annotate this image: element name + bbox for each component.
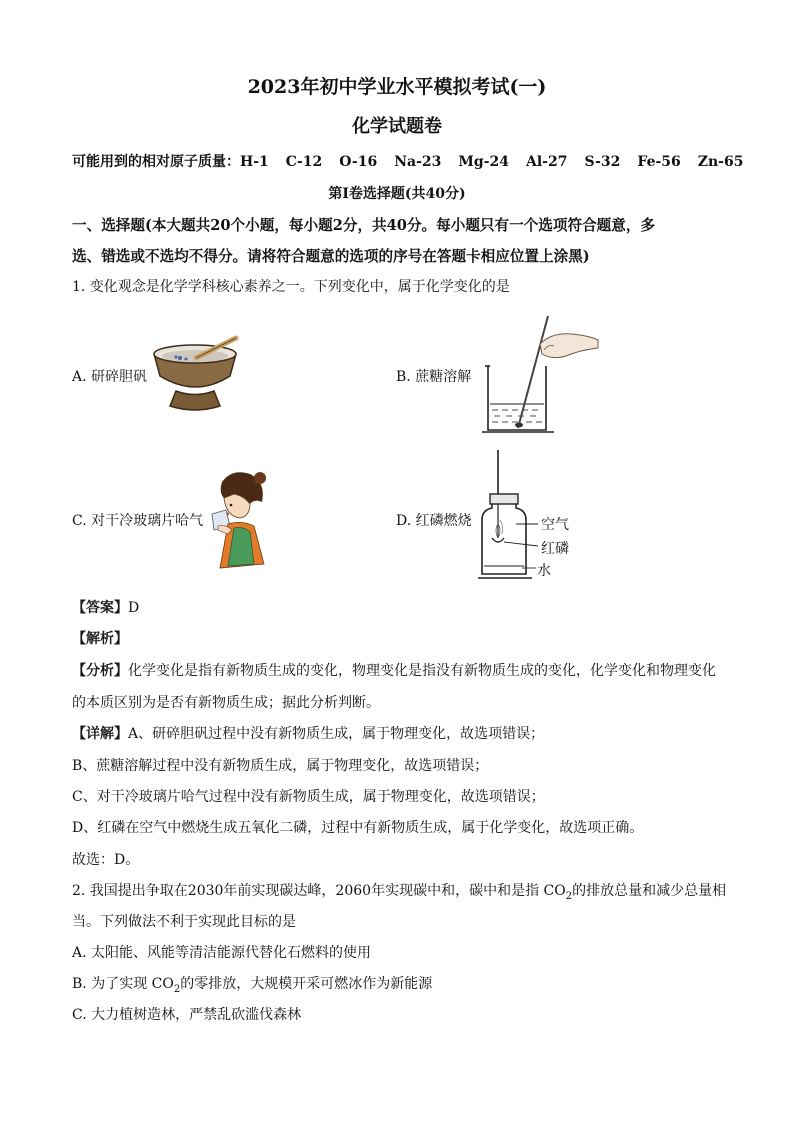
q1-conclusion: 故选：D。 [72, 852, 140, 868]
atomic-mass-item: Na-23 [394, 154, 442, 170]
beaker-stirring-illustration [482, 314, 602, 436]
q1-fenxi-line1 [72, 660, 716, 680]
label-red-phosphorus: 红磷 [541, 541, 569, 557]
atomic-mass-item: C-12 [285, 154, 323, 170]
section-instruction-line2: 选、错选或不选均不得分。请将符合题意的选项的序号在答题卡相应位置上涂黑) [72, 248, 590, 265]
exam-title: 2023年初中学业水平模拟考试(一) [247, 76, 547, 98]
section-instruction-line1: 一、选择题(本大题共20个小题，每小题2分，共40分。每小题只有一个选项符合题意，多 [72, 217, 656, 234]
q1-option-a: A. 研碎胆矾 [72, 369, 148, 385]
q2-option-b [72, 973, 432, 995]
atomic-masses-line [72, 151, 743, 171]
q1-option-d: D. 红磷燃烧 [396, 513, 472, 529]
paper-subtitle: 化学试题卷 [352, 116, 442, 137]
fenxi-tag: 【分析】 [72, 663, 128, 679]
atomic-mass-item: Mg-24 [458, 154, 509, 170]
atomic-mass-item: S-32 [584, 154, 621, 170]
label-air: 空气 [541, 517, 569, 533]
atomic-masses-label: 可能用到的相对原子质量： [72, 154, 240, 170]
label-water: 水 [537, 563, 551, 579]
atomic-mass-item: Zn-65 [697, 154, 744, 170]
q2-stem-line2: 当。下列做法不利于实现此目标的是 [72, 914, 296, 930]
analysis-tag: 【解析】 [72, 631, 128, 647]
q1-detail-a [72, 723, 544, 743]
q1-answer [72, 597, 139, 617]
atomic-mass-item: Fe-56 [637, 154, 681, 170]
q2-option-b-sub: 2 [173, 983, 181, 995]
q1-fenxi-line2: 的本质区别为是否有新物质生成；据此分析判断。 [72, 695, 380, 711]
q2-option-b-part2: 的零排放，大规模开采可燃冰作为新能源 [180, 976, 433, 992]
atomic-mass-item: H-1 [240, 154, 269, 170]
q2-option-b-part1: B. 为了实现 CO [72, 976, 174, 992]
q1-detail-c: C、对干冷玻璃片哈气过程中没有新物质生成，属于物理变化，故选项错误； [72, 789, 545, 805]
mortar-pestle-illustration [150, 336, 242, 416]
detail-tag: 【详解】 [72, 726, 128, 742]
q1-option-c: C. 对干冷玻璃片哈气 [72, 513, 204, 529]
answer-value: D [128, 600, 140, 616]
q2-stem-part1: 2. 我国提出争取在2030年前实现碳达峰，2060年实现碳中和，碳中和是指 CO [72, 883, 566, 899]
atomic-mass-item: Al-27 [526, 154, 568, 170]
q2-option-c: C. 大力植树造林，严禁乱砍滥伐森林 [72, 1007, 302, 1023]
q2-option-a: A. 太阳能、风能等清洁能源代替化石燃料的使用 [72, 945, 372, 961]
q2-stem-part2: 的排放总量和减少总量相 [572, 883, 727, 899]
fenxi-text: 化学变化是指有新物质生成的变化，物理变化是指没有新物质生成的变化，化学变化和物理变化 [128, 663, 716, 679]
q1-detail-b: B、蔗糖溶解过程中没有新物质生成，属于物理变化，故选项错误； [72, 758, 489, 774]
q2-stem-line1 [72, 880, 726, 902]
volume-title: 第Ⅰ卷选择题(共40分) [328, 186, 466, 202]
detail-a-text: A、研碎胆矾过程中没有新物质生成，属于物理变化，故选项错误； [128, 726, 545, 742]
q2-stem-sub: 2 [565, 890, 573, 902]
atomic-mass-item: O-16 [339, 154, 378, 170]
q1-detail-d: D、红磷在空气中燃烧生成五氧化二磷，过程中有新物质生成，属于化学变化，故选项正确。 [72, 820, 644, 836]
girl-breathing-glass-illustration [204, 468, 272, 572]
answer-tag: 【答案】 [72, 600, 128, 616]
q1-stem: 1. 变化观念是化学学科核心素养之一。下列变化中，属于化学变化的是 [72, 279, 510, 295]
q1-option-b: B. 蔗糖溶解 [396, 369, 472, 385]
